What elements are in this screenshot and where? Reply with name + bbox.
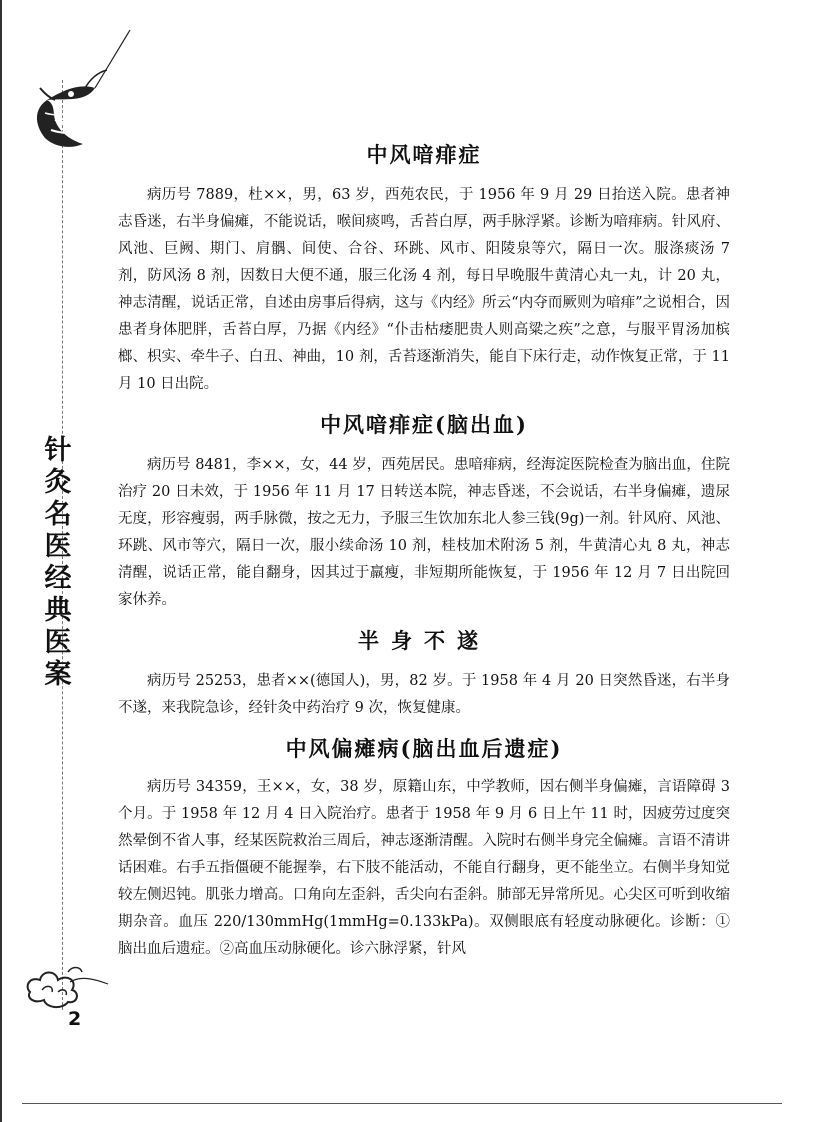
book-title-vertical xyxy=(36,435,80,691)
phoenix-ornament-icon xyxy=(25,28,135,158)
book-title-char: 典 xyxy=(44,595,72,626)
page-edge xyxy=(0,0,2,1122)
bottom-rule xyxy=(22,1103,782,1104)
book-title-char: 针 xyxy=(44,435,72,466)
section-title: 中风偏瘫病(脑出血后遗症) xyxy=(285,736,563,761)
section-body: 病历号 25253，患者××(德国人)，男，82 岁。于 1958 年 4 月 20 日突然昏迷，右半身不遂，来我院急诊，经针灸中药治疗 9 次，恢复健康。 xyxy=(118,673,730,716)
book-title-char: 医 xyxy=(44,531,72,562)
book-title-char: 灸 xyxy=(44,467,72,498)
book-title-char: 名 xyxy=(44,499,72,530)
page-number: 2 xyxy=(68,1008,82,1030)
book-title-char: 医 xyxy=(44,627,72,658)
section-title: 中风喑痱症 xyxy=(366,142,482,167)
book-title-char: 案 xyxy=(44,659,72,690)
section-body: 病历号 7889，杜××，男，63 岁，西苑农民，于 1956 年 9 月 29 日抬送入院。患者神志昏迷，右半身偏瘫，不能说话，喉间痰鸣，舌苔白厚，两手脉浮紧。诊断为喑痱病。针风府、风池、巨阙、期门、肩髃、间使、合谷、环跳、风市、阳陵泉等穴，隔日一次。服涤痰汤 7 剂，防风汤 8 剂，因数日大便不通，服三化汤 4 剂，每日早晚服牛黄清心丸一丸，计 20 丸，神志清醒，说话正常，自述由房事后得病，这与《内经》所云“内夺而厥则为喑痱”之说相合，因患者身体肥胖，舌苔白厚，乃据《内经》“仆击枯痿肥贵人则高粱之疾”之意，与服平胃汤加槟榔、枳实、牵牛子、白丑、神曲，10 剂，舌苔逐渐消失，能自下床行走，动作恢复正常，于 11 月 10 日出院。 xyxy=(118,187,730,392)
section-title: 半身不遂 xyxy=(358,628,490,653)
book-title-char: 经 xyxy=(44,563,72,594)
section-title: 中风喑痱症(脑出血) xyxy=(320,412,528,437)
cloud-ornament-icon xyxy=(22,962,112,1012)
page-content xyxy=(118,140,730,963)
section-body: 病历号 8481，李××，女，44 岁，西苑居民。患喑痱病，经海淀医院检查为脑出血，住院治疗 20 日未效，于 1956 年 11 月 17 日转送本院，神志昏迷，不会说话，右半身偏瘫，遗尿无度，形容瘦弱，两手脉微，按之无力，予服三生饮加东北人参三钱(9g)一剂。针风府、风池、环跳、风市等穴，隔日一次，服小续命汤 10 剂，桂枝加术附汤 5 剂，牛黄清心丸 8 丸，神志清醒，说话正常，能自翻身，因其过于羸瘦，非短期所能恢复，于 1956 年 12 月 7 日出院回家休养。 xyxy=(118,457,730,608)
section-body: 病历号 34359，王××，女，38 岁，原籍山东，中学教师，因右侧半身偏瘫，言语障碍 3 个月。于 1958 年 12 月 4 日入院治疗。患者于 1958 年 9 月 6 日上午 11 时，因疲劳过度突然晕倒不省人事，经某医院救治三周后，神志逐渐清醒。入院时右侧半身完全偏瘫。言语不清讲话困难。右手五指僵硬不能握拳，右下肢不能活动，不能自行翻身，更不能坐立。右侧半身知觉较左侧迟钝。肌张力增高。口角向左歪斜，舌尖向右歪斜。肺部无异常所见。心尖区可听到收缩期杂音。血压 220/130mmHg(1mmHg=0.133kPa)。双侧眼底有轻度动脉硬化。诊断：①脑出血后遗症。②高血压动脉硬化。诊六脉浮紧，针风 xyxy=(118,779,730,957)
